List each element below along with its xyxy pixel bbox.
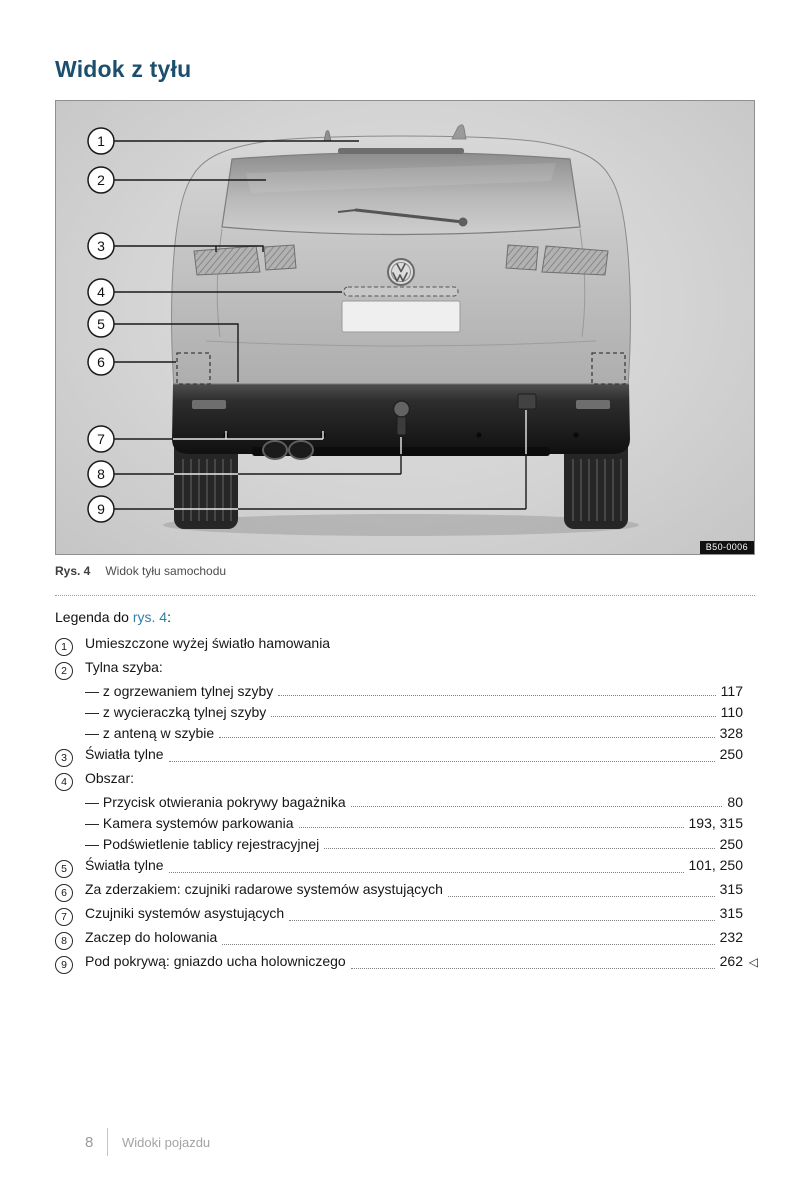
footer-section-title: Widoki pojazdu xyxy=(122,1134,211,1150)
link-continue-icon: ◁ xyxy=(748,955,758,969)
legend-num-badge: 5 xyxy=(55,860,73,878)
caption-text: Widok tyłu samochodu xyxy=(105,564,227,578)
figure-rear-view xyxy=(55,100,755,555)
shark-fin-antenna-icon xyxy=(452,125,466,139)
legend-num-badge: 3 xyxy=(55,749,73,767)
callout-8: 8 xyxy=(97,466,105,482)
caption-label: Rys. 4 xyxy=(55,564,91,578)
page-reference: 101, 250 xyxy=(688,856,743,873)
legend-item-4: 4 Obszar: xyxy=(55,767,755,791)
dotted-leader xyxy=(351,968,715,969)
dotted-leader xyxy=(289,920,714,921)
dotted-leader xyxy=(299,827,684,828)
dotted-leader xyxy=(169,872,684,873)
legend-subitem: — z ogrzewaniem tylnej szyby 117 xyxy=(85,682,743,699)
page-reference: 80 xyxy=(727,793,743,810)
callout-4: 4 xyxy=(97,284,105,300)
roof-antenna-icon xyxy=(324,131,331,142)
callout-5: 5 xyxy=(97,316,105,332)
dotted-leader xyxy=(351,806,723,807)
page-reference: 117 xyxy=(720,682,743,699)
callout-9: 9 xyxy=(97,501,105,517)
legend-subitem: — Kamera systemów parkowania 193, 315 xyxy=(85,814,743,831)
page-reference: 110 xyxy=(720,703,743,720)
legend-heading: Legenda do rys. 4: xyxy=(55,609,171,625)
figure-reference-link[interactable]: rys. 4 xyxy=(132,609,168,625)
legend-item-6: 6 Za zderzakiem: czujniki radarowe systemów asystujących 315 xyxy=(55,878,755,902)
page-reference: 328 xyxy=(719,724,743,741)
footer-page-number: 8 xyxy=(85,1133,94,1151)
dotted-leader xyxy=(324,848,714,849)
dotted-leader xyxy=(169,761,715,762)
dotted-leader xyxy=(222,944,714,945)
legend-item-7: 7 Czujniki systemów asystujących 315 xyxy=(55,902,755,926)
callout-markers xyxy=(88,128,114,522)
legend-subitem: — z anteną w szybie 328 xyxy=(85,724,743,741)
callout-3: 3 xyxy=(97,238,105,254)
page-title: Widok z tyłu xyxy=(55,56,192,82)
legend-item-5: 5 Światła tylne 101, 250 xyxy=(55,854,755,878)
legend-item-9: 9 Pod pokrywą: gniazdo ucha holowniczego 262 ◁ xyxy=(55,950,755,974)
legend-subitem: — z wycieraczką tylnej szyby 110 xyxy=(85,703,743,720)
legend-num-badge: 8 xyxy=(55,932,73,950)
tow-eye-cover xyxy=(518,394,536,409)
legend-num-badge: 2 xyxy=(55,662,73,680)
car-rear-illustration xyxy=(56,101,754,554)
page-reference: 315 xyxy=(719,880,743,897)
legend-list xyxy=(55,632,758,974)
legend-subitem: — Przycisk otwierania pokrywy bagażnika 80 xyxy=(85,793,743,810)
legend-item-3: 3 Światła tylne 250 xyxy=(55,743,755,767)
page-reference: 250 xyxy=(719,745,743,762)
dotted-leader xyxy=(271,716,715,717)
callout-6: 6 xyxy=(97,354,105,370)
high-brake-light xyxy=(338,148,464,154)
legend-num-badge: 7 xyxy=(55,908,73,926)
legend-subitem: — Podświetlenie tablicy rejestracyjnej 250 xyxy=(85,835,743,852)
legend-item-8: 8 Zaczep do holowania 232 xyxy=(55,926,755,950)
page-footer xyxy=(85,1128,210,1156)
callout-7: 7 xyxy=(97,431,105,447)
callout-2: 2 xyxy=(97,172,105,188)
legend-item-1: 1 Umieszczone wyżej światło hamowania xyxy=(55,632,755,656)
page-reference: 262 xyxy=(719,952,743,969)
page-reference: 250 xyxy=(719,835,743,852)
page-reference: 193, 315 xyxy=(688,814,743,831)
callout-1: 1 xyxy=(97,133,105,149)
image-code: B50-0006 xyxy=(700,541,754,554)
dotted-leader xyxy=(448,896,715,897)
license-plate xyxy=(342,301,460,332)
page-reference: 232 xyxy=(719,928,743,945)
vw-badge-icon xyxy=(388,259,414,285)
section-divider xyxy=(55,595,755,596)
legend-num-badge: 9 xyxy=(55,956,73,974)
plate-light-strip xyxy=(344,287,458,296)
footer-divider xyxy=(107,1128,108,1156)
legend-num-badge: 1 xyxy=(55,638,73,656)
page-reference: 315 xyxy=(719,904,743,921)
dotted-leader xyxy=(278,695,715,696)
legend-num-badge: 4 xyxy=(55,773,73,791)
legend-num-badge: 6 xyxy=(55,884,73,902)
dotted-leader xyxy=(219,737,714,738)
figure-caption xyxy=(55,564,755,578)
legend-item-2: 2 Tylna szyba: xyxy=(55,656,755,680)
